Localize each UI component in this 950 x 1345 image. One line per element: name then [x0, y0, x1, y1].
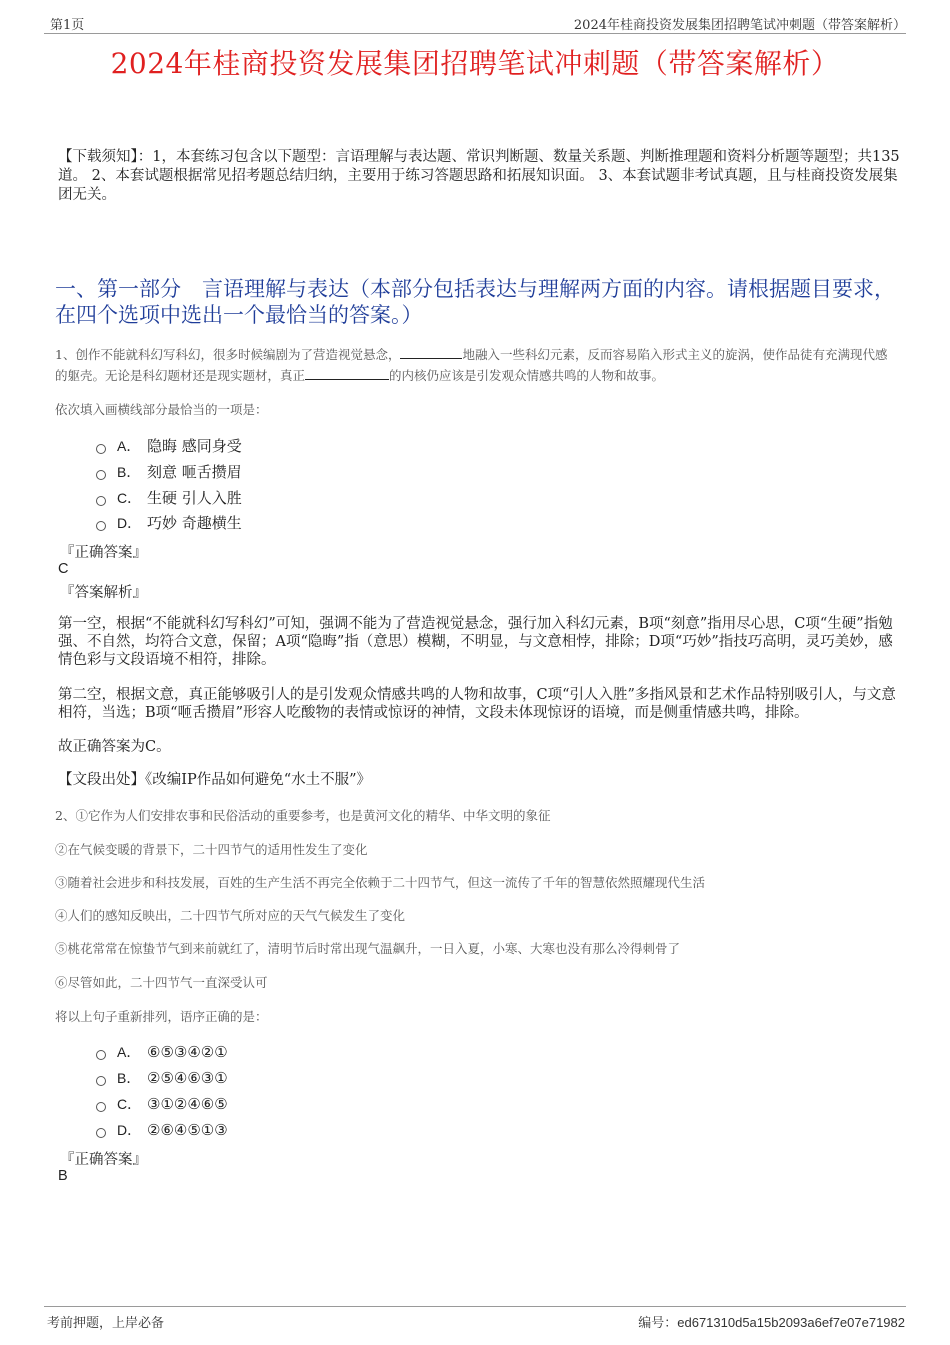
question-2-answer-label: 『正确答案』 [60, 1152, 147, 1168]
radio-icon[interactable] [96, 470, 106, 480]
footer-code: ed671310d5a15b2093a6ef7e07e71982 [677, 1315, 905, 1330]
question-2-sentence-1: 2、①它作为人们安排农事和民俗活动的重要参考，也是黄河文化的精华、中华文明的象征 [55, 808, 551, 823]
radio-icon[interactable] [96, 496, 106, 506]
question-2-sentence-4: ④人们的感知反映出，二十四节气所对应的天气气候发生了变化 [55, 908, 406, 923]
option-letter: C． [117, 1096, 142, 1112]
question-1-stem-part-c: 的内核仍应该是引发观众情感共鸣的人物和故事。 [389, 368, 665, 383]
question-2-option-b[interactable] [96, 1068, 228, 1088]
question-2-sentence-5: ⑤桃花常常在惊蛰节气到来前就红了，清明节后时常出现气温飙升，一日入夏，小寒、大寒也没有那么冷得刺骨了 [55, 941, 681, 956]
question-1-analysis-1: 第一空，根据“不能就科幻写科幻”可知，强调不能为了营造视觉悬念，强行加入科幻元素，B项“刻意”指用尽心思，C项“生硬”指勉强、不自然，均符合文意，保留；A项“隐晦”指（意思）模糊，不明显，与文意相悖，排除；D项“巧妙”指技巧高明，灵巧美妙，感情色彩与文段语境不相符，排除。 [58, 616, 893, 668]
question-2-option-c[interactable] [96, 1094, 228, 1114]
option-text: 隐晦 感同身受 [147, 437, 242, 455]
question-1-answer: C [58, 561, 69, 577]
option-text: ②⑤④⑥③① [147, 1069, 228, 1087]
header-doc-title: 2024年桂商投资发展集团招聘笔试冲刺题（带答案解析） [573, 18, 906, 33]
option-letter: A． [117, 1044, 141, 1060]
question-1-analysis-label: 『答案解析』 [60, 585, 147, 601]
option-text: ③①②④⑥⑤ [147, 1095, 228, 1113]
radio-icon[interactable] [96, 1076, 106, 1086]
question-1-stem-part-b: 地融入一些科幻元素，反而容易陷入形式主义的旋涡，使作品徒有充满现代感的躯壳。无论是科幻题材还是现实题材，真正 [55, 347, 888, 383]
question-1-stem [55, 344, 897, 386]
radio-icon[interactable] [96, 1050, 106, 1060]
question-1-option-d[interactable] [96, 512, 242, 532]
option-text: ⑥⑤③④②① [147, 1043, 228, 1061]
option-letter: A． [117, 438, 141, 454]
question-2-sentence-3: ③随着社会进步和科技发展，百姓的生产生活不再完全依赖于二十四节气，但这一流传了千年的智慧依然照耀现代生活 [55, 875, 706, 890]
question-2-option-a[interactable] [96, 1042, 228, 1062]
page-number: 第1页 [50, 18, 85, 33]
question-1-option-c[interactable] [96, 487, 242, 507]
section-heading: 一、第一部分 言语理解与表达（本部分包括表达与理解两方面的内容。请根据题目要求，在四个选项中选出一个最恰当的答案。） [55, 277, 895, 327]
question-2-answer: B [58, 1168, 68, 1184]
option-text: 刻意 咂舌攒眉 [147, 463, 242, 481]
fill-blank-1 [400, 346, 462, 359]
option-letter: B． [117, 464, 141, 480]
question-1-instruction: 依次填入画横线部分最恰当的一项是： [55, 402, 268, 417]
question-1-analysis-3: 故正确答案为C。 [58, 739, 171, 755]
option-text: 巧妙 奇趣横生 [147, 514, 242, 532]
radio-icon[interactable] [96, 1102, 106, 1112]
question-1-source: 【文段出处】《改编IP作品如何避免“水土不服”》 [58, 772, 372, 788]
question-1-analysis-2: 第二空，根据文意，真正能够吸引人的是引发观众情感共鸣的人物和故事，C项“引人入胜”多指风景和艺术作品特别吸引人，与文意相符，当选；B项“咂舌攒眉”形容人吃酸物的表情或惊讶的神情，文段未体现惊讶的语境，而是侧重情感共鸣，排除。 [58, 687, 896, 721]
question-2-option-d[interactable] [96, 1120, 228, 1140]
option-letter: D． [117, 1122, 142, 1138]
question-1-option-a[interactable] [96, 435, 242, 455]
document-title: 2024年桂商投资发展集团招聘笔试冲刺题（带答案解析） [110, 47, 840, 80]
question-1-stem-part-a: 1、创作不能就科幻写科幻，很多时候编剧为了营造视觉悬念， [55, 347, 401, 362]
question-2-sentence-2: ②在气候变暖的背景下，二十四节气的适用性发生了变化 [55, 842, 368, 857]
option-letter: B． [117, 1070, 141, 1086]
question-2-sentence-6: ⑥尽管如此，二十四节气一直深受认可 [55, 975, 268, 990]
option-text: 生硬 引人入胜 [147, 489, 242, 507]
radio-icon[interactable] [96, 1128, 106, 1138]
footer-code-label: 编号： [638, 1316, 678, 1331]
footer-divider [44, 1306, 906, 1307]
option-letter: D． [117, 515, 142, 531]
footer-slogan: 考前押题，上岸必备 [47, 1316, 165, 1331]
download-notice: 【下载须知】：1，本套练习包含以下题型：言语理解与表达题、常识判断题、数量关系题、判断推理题和资料分析题等题型；共135道。 2、本套试题根据常见招考题总结归纳，主要用于练习答题思路和拓展知识面。 3、本套试题非考试真题，且与桂商投资发展集团无关。 [58, 149, 900, 203]
option-letter: C． [117, 490, 142, 506]
question-1-option-b[interactable] [96, 461, 242, 481]
option-text: ②⑥④⑤①③ [147, 1121, 228, 1139]
radio-icon[interactable] [96, 444, 106, 454]
radio-icon[interactable] [96, 521, 106, 531]
question-2-instruction: 将以上句子重新排列，语序正确的是： [55, 1009, 268, 1024]
footer-code-block [638, 1312, 905, 1331]
header-divider [44, 33, 906, 34]
question-1-answer-label: 『正确答案』 [60, 545, 147, 561]
fill-blank-2 [305, 367, 389, 380]
